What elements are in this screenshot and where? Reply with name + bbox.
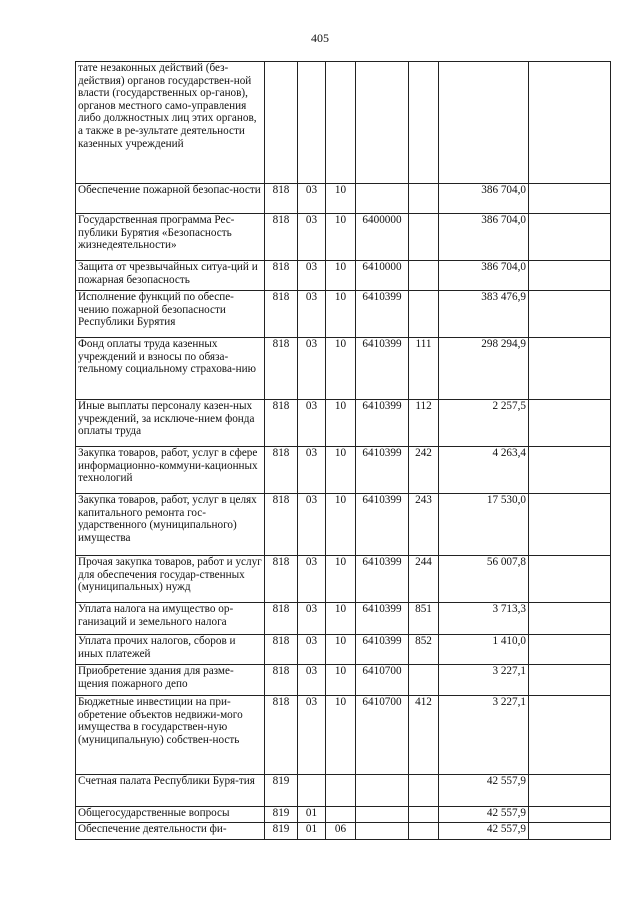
vr-cell bbox=[409, 261, 439, 291]
row-name-cell: Общегосударственные вопросы bbox=[76, 807, 265, 823]
row-name-cell: Приобретение здания для разме-щения пожарного депо bbox=[76, 665, 265, 696]
sum-cell: 383 476,9 bbox=[439, 291, 529, 338]
row-name-cell: тате незаконных действий (без-действия) органов государствен-ной власти (государственных ор-ганов), органов местного само-управления либо должностных лиц этих органов, а также в ре-зультате деятельности казенных учреждений bbox=[76, 62, 265, 184]
rz-cell: 03 bbox=[298, 494, 326, 556]
rz-cell: 01 bbox=[298, 823, 326, 840]
sum-cell bbox=[439, 62, 529, 184]
rz-cell bbox=[298, 62, 326, 184]
rz-cell: 03 bbox=[298, 338, 326, 400]
table-row bbox=[76, 775, 611, 807]
table-row bbox=[76, 635, 611, 665]
vr-cell bbox=[409, 807, 439, 823]
ved-cell: 818 bbox=[265, 603, 298, 635]
csr-cell: 6410399 bbox=[356, 400, 409, 447]
table-row bbox=[76, 184, 611, 214]
rz-cell bbox=[298, 775, 326, 807]
sum-cell: 3 713,3 bbox=[439, 603, 529, 635]
rz-cell: 03 bbox=[298, 603, 326, 635]
empty-cell bbox=[529, 494, 611, 556]
row-name-cell: Уплата прочих налогов, сборов и иных платежей bbox=[76, 635, 265, 665]
table-row bbox=[76, 214, 611, 261]
ved-cell: 818 bbox=[265, 494, 298, 556]
ved-cell: 819 bbox=[265, 823, 298, 840]
table-row bbox=[76, 447, 611, 494]
table-row bbox=[76, 823, 611, 840]
csr-cell: 6410399 bbox=[356, 635, 409, 665]
pr-cell: 10 bbox=[326, 696, 356, 775]
csr-cell bbox=[356, 823, 409, 840]
empty-cell bbox=[529, 635, 611, 665]
row-name-cell: Прочая закупка товаров, работ и услуг для обеспечения государ-ственных (муниципальных) нужд bbox=[76, 556, 265, 603]
empty-cell bbox=[529, 400, 611, 447]
row-name-cell: Бюджетные инвестиции на при-обретение объектов недвижи-мого имущества в государствен-ную (муниципальную) собствен-ность bbox=[76, 696, 265, 775]
ved-cell: 818 bbox=[265, 696, 298, 775]
vr-cell bbox=[409, 775, 439, 807]
sum-cell: 298 294,9 bbox=[439, 338, 529, 400]
pr-cell: 06 bbox=[326, 823, 356, 840]
page-number: 405 bbox=[311, 31, 329, 45]
sum-cell: 3 227,1 bbox=[439, 696, 529, 775]
empty-cell bbox=[529, 665, 611, 696]
vr-cell: 851 bbox=[409, 603, 439, 635]
sum-cell: 42 557,9 bbox=[439, 807, 529, 823]
pr-cell: 10 bbox=[326, 556, 356, 603]
rz-cell: 03 bbox=[298, 400, 326, 447]
pr-cell bbox=[326, 775, 356, 807]
row-name-cell: Иные выплаты персоналу казен-ных учреждений, за исключе-нием фонда оплаты труда bbox=[76, 400, 265, 447]
empty-cell bbox=[529, 447, 611, 494]
ved-cell: 818 bbox=[265, 261, 298, 291]
vr-cell bbox=[409, 665, 439, 696]
csr-cell bbox=[356, 62, 409, 184]
vr-cell: 112 bbox=[409, 400, 439, 447]
vr-cell bbox=[409, 823, 439, 840]
table-row bbox=[76, 494, 611, 556]
ved-cell: 818 bbox=[265, 447, 298, 494]
pr-cell: 10 bbox=[326, 291, 356, 338]
ved-cell: 818 bbox=[265, 291, 298, 338]
budget-table bbox=[75, 61, 611, 840]
row-name-cell: Фонд оплаты труда казенных учреждений и взносы по обяза-тельному социальному страхова-нию bbox=[76, 338, 265, 400]
vr-cell bbox=[409, 184, 439, 214]
sum-cell: 1 410,0 bbox=[439, 635, 529, 665]
sum-cell: 42 557,9 bbox=[439, 775, 529, 807]
rz-cell: 03 bbox=[298, 261, 326, 291]
pr-cell bbox=[326, 807, 356, 823]
csr-cell: 6410399 bbox=[356, 603, 409, 635]
vr-cell: 243 bbox=[409, 494, 439, 556]
pr-cell: 10 bbox=[326, 261, 356, 291]
row-name-cell: Уплата налога на имущество ор-ганизаций и земельного налога bbox=[76, 603, 265, 635]
row-name-cell: Счетная палата Республики Буря-тия bbox=[76, 775, 265, 807]
ved-cell: 819 bbox=[265, 775, 298, 807]
empty-cell bbox=[529, 603, 611, 635]
csr-cell bbox=[356, 775, 409, 807]
sum-cell: 386 704,0 bbox=[439, 261, 529, 291]
ved-cell: 818 bbox=[265, 665, 298, 696]
csr-cell: 6410399 bbox=[356, 291, 409, 338]
empty-cell bbox=[529, 214, 611, 261]
empty-cell bbox=[529, 291, 611, 338]
csr-cell: 6410399 bbox=[356, 494, 409, 556]
csr-cell: 6410700 bbox=[356, 696, 409, 775]
row-name-cell: Государственная программа Рес-публики Бурятия «Безопасность жизнедеятельности» bbox=[76, 214, 265, 261]
row-name-cell: Защита от чрезвычайных ситуа-ций и пожарная безопасность bbox=[76, 261, 265, 291]
pr-cell: 10 bbox=[326, 400, 356, 447]
csr-cell: 6400000 bbox=[356, 214, 409, 261]
pr-cell: 10 bbox=[326, 665, 356, 696]
empty-cell bbox=[529, 338, 611, 400]
rz-cell: 03 bbox=[298, 635, 326, 665]
empty-cell bbox=[529, 62, 611, 184]
pr-cell bbox=[326, 62, 356, 184]
csr-cell: 6410399 bbox=[356, 338, 409, 400]
budget-table-body bbox=[76, 62, 611, 840]
rz-cell: 03 bbox=[298, 291, 326, 338]
pr-cell: 10 bbox=[326, 184, 356, 214]
ved-cell: 818 bbox=[265, 400, 298, 447]
vr-cell bbox=[409, 214, 439, 261]
empty-cell bbox=[529, 775, 611, 807]
table-row bbox=[76, 261, 611, 291]
rz-cell: 03 bbox=[298, 665, 326, 696]
table-row bbox=[76, 556, 611, 603]
empty-cell bbox=[529, 261, 611, 291]
row-name-cell: Исполнение функций по обеспе-чению пожарной безопасности Республики Бурятия bbox=[76, 291, 265, 338]
vr-cell bbox=[409, 62, 439, 184]
vr-cell: 111 bbox=[409, 338, 439, 400]
pr-cell: 10 bbox=[326, 447, 356, 494]
vr-cell: 852 bbox=[409, 635, 439, 665]
sum-cell: 17 530,0 bbox=[439, 494, 529, 556]
rz-cell: 03 bbox=[298, 556, 326, 603]
vr-cell: 412 bbox=[409, 696, 439, 775]
empty-cell bbox=[529, 696, 611, 775]
sum-cell: 42 557,9 bbox=[439, 823, 529, 840]
empty-cell bbox=[529, 184, 611, 214]
row-name-cell: Обеспечение пожарной безопас-ности bbox=[76, 184, 265, 214]
ved-cell: 818 bbox=[265, 635, 298, 665]
csr-cell: 6410000 bbox=[356, 261, 409, 291]
rz-cell: 01 bbox=[298, 807, 326, 823]
sum-cell: 2 257,5 bbox=[439, 400, 529, 447]
table-row bbox=[76, 400, 611, 447]
table-row bbox=[76, 338, 611, 400]
sum-cell: 386 704,0 bbox=[439, 184, 529, 214]
vr-cell: 244 bbox=[409, 556, 439, 603]
csr-cell bbox=[356, 184, 409, 214]
ved-cell: 818 bbox=[265, 556, 298, 603]
empty-cell bbox=[529, 807, 611, 823]
table-row bbox=[76, 291, 611, 338]
csr-cell: 6410399 bbox=[356, 447, 409, 494]
pr-cell: 10 bbox=[326, 603, 356, 635]
sum-cell: 3 227,1 bbox=[439, 665, 529, 696]
rz-cell: 03 bbox=[298, 696, 326, 775]
table-row bbox=[76, 62, 611, 184]
ved-cell: 819 bbox=[265, 807, 298, 823]
pr-cell: 10 bbox=[326, 494, 356, 556]
ved-cell: 818 bbox=[265, 338, 298, 400]
vr-cell: 242 bbox=[409, 447, 439, 494]
rz-cell: 03 bbox=[298, 184, 326, 214]
table-row bbox=[76, 696, 611, 775]
empty-cell bbox=[529, 823, 611, 840]
pr-cell: 10 bbox=[326, 214, 356, 261]
sum-cell: 4 263,4 bbox=[439, 447, 529, 494]
ved-cell bbox=[265, 62, 298, 184]
table-row bbox=[76, 603, 611, 635]
csr-cell: 6410399 bbox=[356, 556, 409, 603]
pr-cell: 10 bbox=[326, 338, 356, 400]
empty-cell bbox=[529, 556, 611, 603]
ved-cell: 818 bbox=[265, 214, 298, 261]
row-name-cell: Закупка товаров, работ, услуг в целях капитального ремонта гос-ударственного (муниципального) имущества bbox=[76, 494, 265, 556]
csr-cell bbox=[356, 807, 409, 823]
sum-cell: 56 007,8 bbox=[439, 556, 529, 603]
rz-cell: 03 bbox=[298, 447, 326, 494]
row-name-cell: Закупка товаров, работ, услуг в сфере информационно-коммуни-кационных технологий bbox=[76, 447, 265, 494]
csr-cell: 6410700 bbox=[356, 665, 409, 696]
table-row bbox=[76, 807, 611, 823]
rz-cell: 03 bbox=[298, 214, 326, 261]
ved-cell: 818 bbox=[265, 184, 298, 214]
vr-cell bbox=[409, 291, 439, 338]
sum-cell: 386 704,0 bbox=[439, 214, 529, 261]
row-name-cell: Обеспечение деятельности фи- bbox=[76, 823, 265, 840]
pr-cell: 10 bbox=[326, 635, 356, 665]
table-row bbox=[76, 665, 611, 696]
